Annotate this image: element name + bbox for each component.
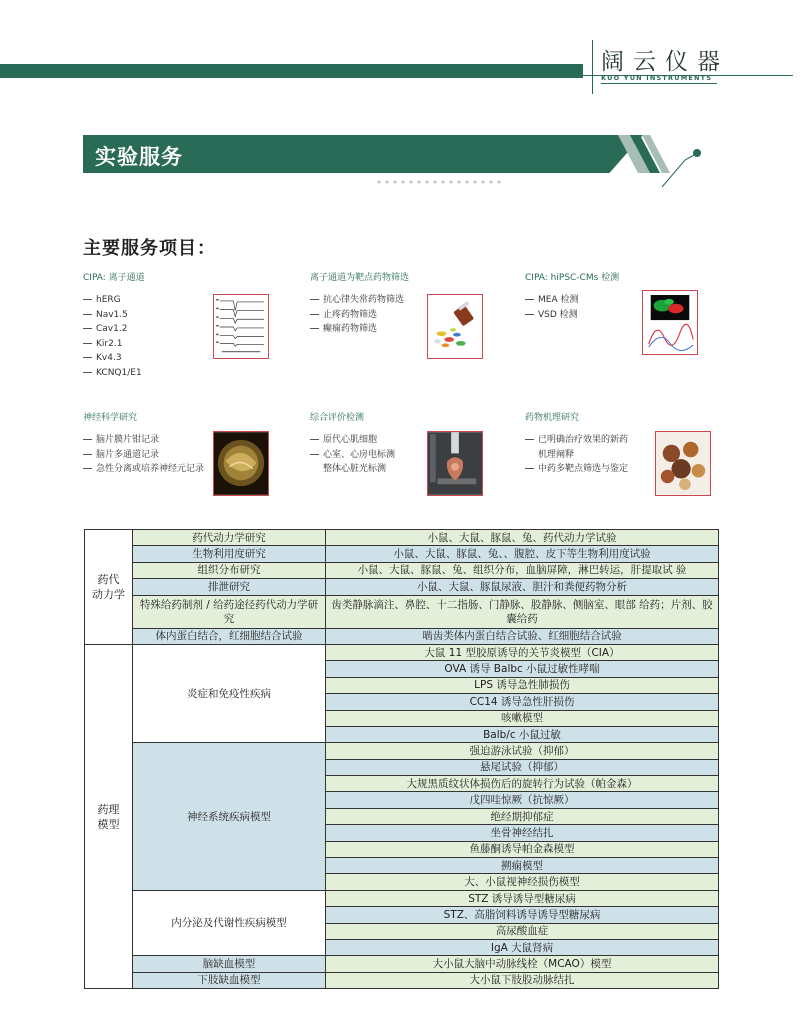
dash-bullet xyxy=(83,357,92,358)
category-cell: 药代 动力学 xyxy=(85,530,133,645)
brand-underline xyxy=(601,83,717,84)
block-item-text: MEA 检测 xyxy=(538,295,579,305)
section-title: 实验服务 xyxy=(95,145,183,169)
model-item-cell: 大鼠 11 型胶原诱导的关节炎模型（CIA） xyxy=(326,644,719,660)
block-list-item xyxy=(310,293,409,308)
block-list xyxy=(310,433,395,477)
dash-bullet xyxy=(83,328,92,329)
model-item-cell: 大规黑质纹状体损伤后的旋转行为试验（帕金森） xyxy=(326,776,719,792)
block-list xyxy=(83,433,204,477)
block-list-item xyxy=(83,433,204,448)
main-heading: 主要服务项目： xyxy=(83,238,216,259)
block-item-text: Kir2.1 xyxy=(96,338,123,349)
block-item-text: 整体心脏光标测 xyxy=(323,464,387,474)
model-item-cell: STZ 诱导诱导型糖尿病 xyxy=(326,890,719,906)
study-detail-cell: 小鼠、大鼠、豚鼠、兔、组织分布，血脑屏障，淋巴转运，肝提取试 验 xyxy=(326,562,719,578)
model-item-cell: 鱼藤酮诱导帕金森模型 xyxy=(326,841,719,857)
brand-divider xyxy=(592,40,593,94)
block-list-item xyxy=(83,293,145,308)
dash-bullet xyxy=(525,299,534,300)
block-list-item xyxy=(310,462,395,477)
block-list-item xyxy=(83,351,145,366)
block-item-text: 脑片膜片钳记录 xyxy=(96,435,160,445)
model-group-cell: 脑缺血模型 xyxy=(133,956,326,972)
brand-subtitle: KUO YUN INSTRUMENTS xyxy=(601,74,713,82)
study-name-cell: 药代动力学研究 xyxy=(133,530,326,546)
block-item-text: 脑片多通道记录 xyxy=(96,449,160,460)
study-name-cell: 特殊给药制剂 / 给药途径药代动力学研究 xyxy=(133,595,326,628)
category-cell: 药理 模型 xyxy=(85,644,133,988)
dash-bullet xyxy=(83,439,92,440)
model-item-cell: IgA 大鼠肾病 xyxy=(326,939,719,955)
model-group-cell: 内分泌及代谢性疾病模型 xyxy=(133,890,326,956)
table-row xyxy=(85,972,719,988)
block-item-text: Nav1.5 xyxy=(96,309,128,320)
table-row xyxy=(85,644,719,660)
banner-stripes-icon xyxy=(600,130,710,190)
study-name-cell: 体内蛋白结合，红细胞结合试验 xyxy=(133,628,326,644)
pills-icon xyxy=(427,294,483,359)
block-list-item xyxy=(525,462,628,477)
block-list-item xyxy=(310,308,409,323)
dash-bullet xyxy=(525,314,534,315)
block-item-text: 已明确治疗效果的新药 xyxy=(538,435,629,445)
model-item-cell: 悬尾试验（抑郁） xyxy=(326,759,719,775)
block-list-item xyxy=(83,448,204,463)
block-item-text: Cav1.2 xyxy=(96,324,128,334)
block-item-text: 机理阐释 xyxy=(538,449,575,460)
block-list xyxy=(83,293,145,380)
table-row xyxy=(85,562,719,578)
table-row xyxy=(85,890,719,906)
model-item-cell: 绝经期抑郁症 xyxy=(326,808,719,824)
study-detail-cell: 小鼠、大鼠、豚鼠、兔、、腹腔、皮下等生物利用度试验 xyxy=(326,546,719,562)
model-group-cell: 下肢缺血模型 xyxy=(133,972,326,988)
block-item-text: 癫痫药物筛选 xyxy=(323,324,378,334)
dash-bullet xyxy=(525,439,534,440)
block-item-text: 抗心律失常药物筛选 xyxy=(323,295,405,305)
model-item-cell: STZ、高脂饲料诱导诱导型糖尿病 xyxy=(326,907,719,923)
block-list-item xyxy=(310,322,409,337)
block-list-item xyxy=(83,462,204,477)
service-block-mechanism xyxy=(525,410,628,477)
block-list-item xyxy=(83,308,145,323)
dash-bullet xyxy=(310,328,319,329)
table-row xyxy=(85,579,719,595)
header-bar xyxy=(0,64,583,78)
study-name-cell: 生物利用度研究 xyxy=(133,546,326,562)
dash-bullet xyxy=(83,299,92,300)
block-item-text: hERG xyxy=(96,295,121,305)
study-detail-cell: 齿类静脉滴注、鼻腔、十二指肠、门静脉、股静脉、侧脑室、眼部 给药；片剂、胶囊给药 xyxy=(326,595,719,628)
model-group-cell: 神经系统疾病模型 xyxy=(133,743,326,891)
table-row xyxy=(85,530,719,546)
block-list-item xyxy=(83,337,145,352)
block-list-item xyxy=(525,293,619,308)
study-detail-cell: 啮齿类体内蛋白结合试验、红细胞结合试验 xyxy=(326,628,719,644)
brand-name: 阔云仪器 xyxy=(601,49,729,75)
table-row xyxy=(85,546,719,562)
cardiomyocyte-fluorescence-icon xyxy=(642,290,698,355)
block-title: 药物机理研究 xyxy=(525,413,580,423)
study-name-cell: 组织分布研究 xyxy=(133,562,326,578)
service-table-body xyxy=(85,530,719,989)
model-item-cell: 高尿酸血症 xyxy=(326,923,719,939)
block-item-text: Kv4.3 xyxy=(96,353,122,363)
ion-channel-traces-icon xyxy=(213,294,269,359)
brain-slice-icon xyxy=(213,431,269,496)
dash-bullet xyxy=(83,454,92,455)
table-row xyxy=(85,956,719,972)
block-item-text: VSD 检测 xyxy=(538,309,578,320)
block-title: 神经科学研究 xyxy=(83,413,138,423)
model-item-cell: 大小鼠下肢股动脉结扎 xyxy=(326,972,719,988)
dash-bullet xyxy=(83,372,92,373)
service-block-hipsc xyxy=(525,270,619,322)
block-list-item xyxy=(310,433,395,448)
block-title: CIPA: hiPSC-CMs 检测 xyxy=(525,273,620,283)
dash-bullet xyxy=(310,454,319,455)
dash-bullet xyxy=(525,468,534,469)
dotted-divider xyxy=(375,180,505,184)
block-list-item xyxy=(310,448,395,463)
block-list-item xyxy=(525,433,628,448)
heart-perfusion-icon xyxy=(427,431,483,496)
dash-bullet xyxy=(83,468,92,469)
model-item-cell: OVA 诱导 Balbc 小鼠过敏性哮喘 xyxy=(326,661,719,677)
block-list-item xyxy=(525,308,619,323)
block-item-text: 心室、心房电标测 xyxy=(323,449,396,460)
model-item-cell: 强迫游泳试验（抑郁） xyxy=(326,743,719,759)
model-item-cell: CC14 诱导急性肝损伤 xyxy=(326,694,719,710)
service-block-ion-screening xyxy=(310,270,409,337)
table-row xyxy=(85,595,719,628)
block-list xyxy=(525,293,619,322)
block-list-item xyxy=(525,448,628,463)
block-item-text: 止疼药物筛选 xyxy=(323,309,378,320)
block-title: CIPA: 离子通道 xyxy=(83,273,145,283)
block-title: 离子通道为靶点药物筛选 xyxy=(310,273,410,283)
table-row xyxy=(85,743,719,759)
model-item-cell: 大小鼠大脑中动脉线栓（MCAO）模型 xyxy=(326,956,719,972)
block-item-text: 中药多靶点筛选与鉴定 xyxy=(538,464,629,474)
model-item-cell: 戊四哇惊厥（抗惊厥） xyxy=(326,792,719,808)
herbal-medicine-icon xyxy=(655,431,711,496)
model-item-cell: LPS 诱导急性肺损伤 xyxy=(326,677,719,693)
dash-bullet xyxy=(83,343,92,344)
table-row xyxy=(85,628,719,644)
service-table xyxy=(84,529,719,989)
dash-bullet xyxy=(83,314,92,315)
model-item-cell: Balb/c 小鼠过敏 xyxy=(326,726,719,742)
study-detail-cell: 小鼠、大鼠、豚鼠尿液、胆汁和粪便药物分析 xyxy=(326,579,719,595)
study-name-cell: 排泄研究 xyxy=(133,579,326,595)
dash-bullet xyxy=(310,299,319,300)
block-item-text: KCNQ1/E1 xyxy=(96,367,142,378)
study-detail-cell: 小鼠、大鼠、豚鼠、兔、药代动力学试验 xyxy=(326,530,719,546)
model-item-cell: 咳嗽模型 xyxy=(326,710,719,726)
model-item-cell: 大、小鼠视神经损伤模型 xyxy=(326,874,719,890)
block-list xyxy=(310,293,409,337)
service-block-neuro xyxy=(83,410,204,477)
model-item-cell: 坐骨神经结扎 xyxy=(326,825,719,841)
block-title: 综合评价检测 xyxy=(310,413,365,423)
service-block-evaluation xyxy=(310,410,395,477)
block-list-item xyxy=(83,322,145,337)
model-item-cell: 搠痫模型 xyxy=(326,858,719,874)
dash-bullet xyxy=(310,314,319,315)
model-group-cell: 炎症和免疫性疾病 xyxy=(133,644,326,742)
dash-bullet xyxy=(310,439,319,440)
block-item-text: 原代心肌细胞 xyxy=(323,435,378,445)
service-block-cipa xyxy=(83,270,145,380)
block-item-text: 急性分离或培养神经元记录 xyxy=(96,464,205,474)
block-list-item xyxy=(83,366,145,381)
block-list xyxy=(525,433,628,477)
